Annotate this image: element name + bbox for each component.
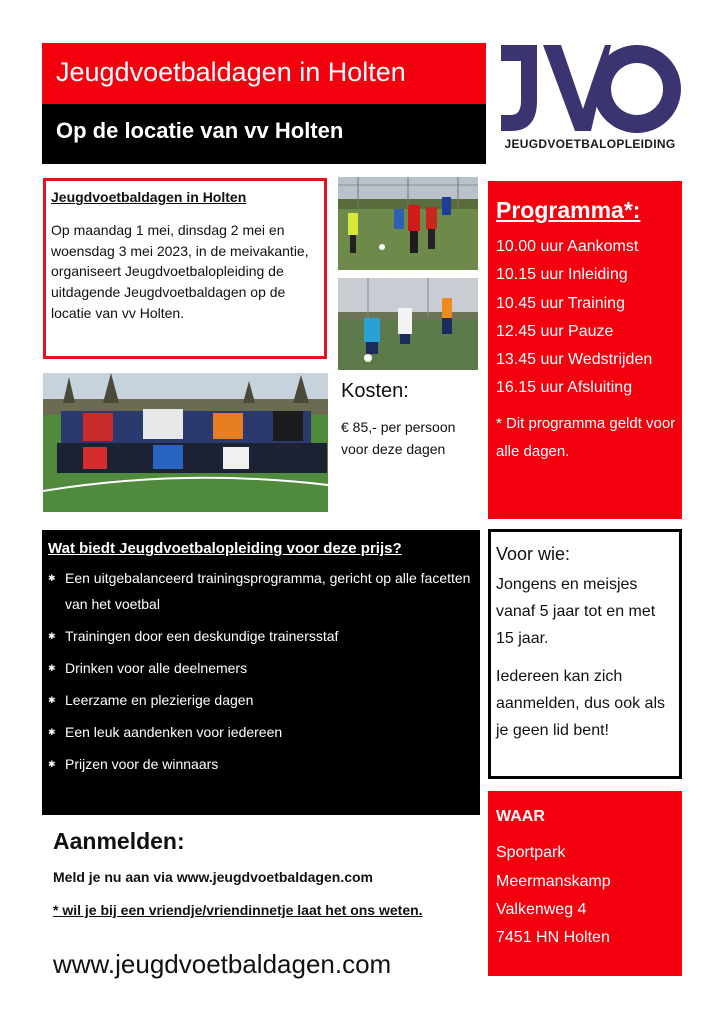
program-note: * Dit programma geldt voor alle dagen. (496, 414, 676, 460)
who-text-2: Iedereen kan zich aanmelden, dus ook als je geen lid bent! (496, 668, 665, 739)
costs-heading: Kosten: (341, 380, 409, 402)
program-item: 10.15 uur Inleiding (496, 266, 628, 284)
page-subtitle: Op de locatie van vv Holten (56, 118, 344, 143)
signup-heading: Aanmelden: (53, 828, 185, 854)
who-text: Jongens en meisjes vanaf 5 jaar tot en met 15 jaar. (496, 576, 656, 647)
bullet-icon: ✱ (48, 663, 56, 673)
offer-item: ✱ Prijzen voor de winnaars (48, 751, 474, 777)
program-item: 16.15 uur Afsluiting (496, 379, 633, 397)
costs-text: € 85,- per persoon voor deze dagen (341, 419, 456, 457)
offer-item: ✱ Leerzame en plezierige dagen (48, 687, 474, 713)
program-box (488, 181, 682, 519)
program-item: 10.45 uur Training (496, 294, 625, 312)
training-photo-1 (338, 177, 478, 270)
who-heading: Voor wie: (496, 544, 571, 564)
signup-note: * wil je bij een vriendje/vriendinnetje laat het ons weten. (53, 902, 423, 918)
program-heading: Programma*: (496, 197, 641, 223)
where-line: 7451 HN Holten (496, 929, 610, 947)
offer-item: ✱ Drinken voor alle deelnemers (48, 655, 474, 681)
bullet-icon: ✱ (48, 631, 56, 641)
where-box (488, 791, 682, 976)
where-line: Valkenweg 4 (496, 900, 587, 918)
logo-caption: JEUGDVOETBALOPLEIDING (504, 137, 676, 151)
offer-item: ✱ Een uitgebalanceerd trainingsprogramma, gericht op alle facetten van het voetbal (48, 565, 474, 617)
intro-heading: Jeugdvoetbaldagen in Holten (51, 189, 247, 205)
where-line: Sportpark (496, 844, 566, 862)
jvo-logo (497, 43, 683, 155)
jvo-logo-mark (497, 43, 683, 137)
program-item: 10.00 uur Aankomst (496, 238, 639, 255)
page-title: Jeugdvoetbaldagen in Holten (56, 57, 406, 87)
offer-item: ✱ Een leuk aandenken voor iedereen (48, 719, 474, 745)
bullet-icon: ✱ (48, 695, 56, 705)
offer-box (42, 530, 480, 815)
title-banner (42, 43, 486, 104)
intro-text: Op maandag 1 mei, dinsdag 2 mei en woensdag 3 mei 2023, in de meivakantie, organiseert Jeugdvoetbalopleiding de uitdagende Jeugdvoetbaldagen op de locatie van vv Holten. (51, 221, 309, 321)
offer-list (48, 565, 474, 777)
bullet-icon: ✱ (48, 727, 56, 737)
where-line: Meermanskamp (496, 872, 611, 890)
bullet-icon: ✱ (48, 759, 56, 769)
program-item: 13.45 uur Wedstrijden (496, 351, 653, 369)
intro-box (43, 178, 327, 359)
bullet-icon: ✱ (48, 573, 56, 583)
offer-item: ✱ Trainingen door een deskundige trainersstaf (48, 623, 474, 649)
who-box (488, 529, 682, 779)
website-link[interactable]: www.jeugdvoetbaldagen.com (53, 949, 392, 979)
where-heading: WAAR (496, 808, 545, 825)
subtitle-banner (42, 104, 486, 164)
training-photo-2 (338, 278, 478, 370)
signup-text: Meld je nu aan via www.jeugdvoetbaldagen.com (53, 869, 373, 885)
program-item: 12.45 uur Pauze (496, 322, 614, 340)
offer-heading: Wat biedt Jeugdvoetbalopleiding voor deze prijs? (48, 540, 402, 557)
team-photo (43, 373, 328, 512)
